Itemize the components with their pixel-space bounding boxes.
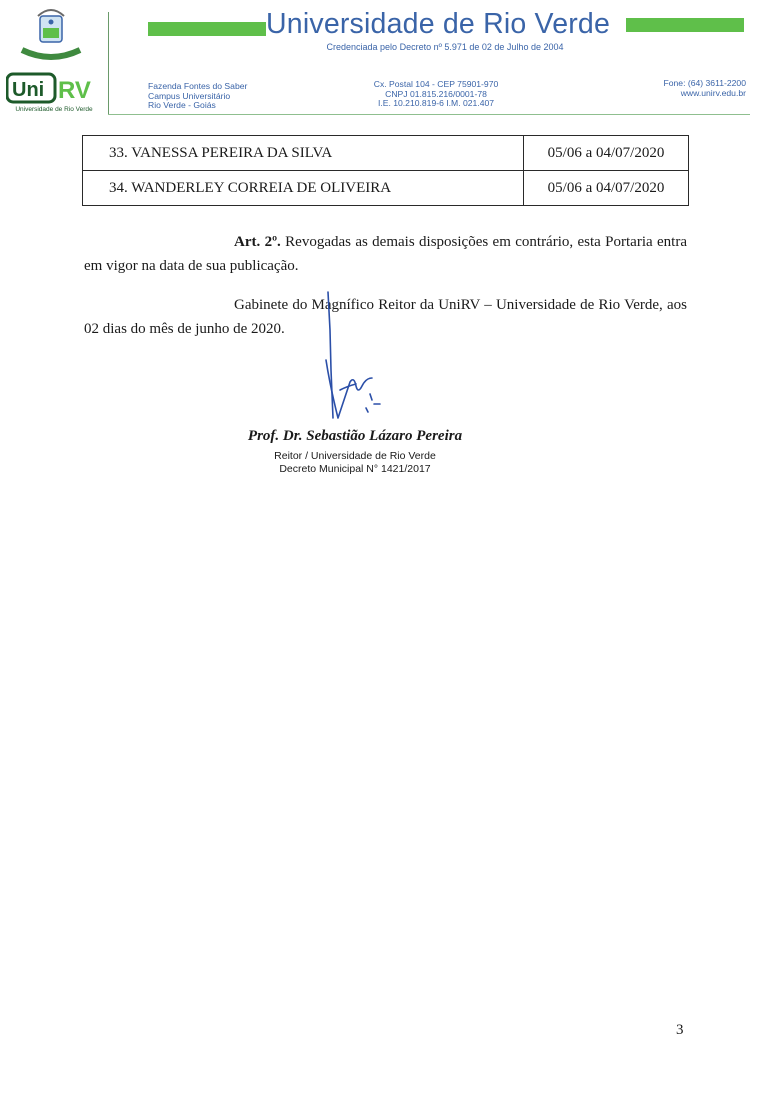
contact-info xyxy=(586,79,746,98)
header-accent-bar-left xyxy=(148,22,266,36)
signatory-title: Reitor / Universidade de Rio Verde xyxy=(274,450,436,462)
phone-number: Fone: (64) 3611-2200 xyxy=(663,78,746,88)
header-divider-vertical xyxy=(108,12,109,114)
website-link[interactable]: www.unirv.edu.br xyxy=(680,87,746,98)
closing-text: Gabinete do Magnífico Reitor da UniRV – Universidade de Rio Verde, aos 02 dias do mês de junho de 2020. xyxy=(84,297,687,337)
period: 05/06 a 04/07/2020 xyxy=(547,145,665,161)
handwritten-signature xyxy=(300,290,410,430)
address-campus xyxy=(148,82,247,111)
staff-name: 34. WANDERLEY CORREIA DE OLIVEIRA xyxy=(83,171,524,205)
table-row xyxy=(83,171,688,205)
postal-box: Cx. Postal 104 - CEP 75901-970 xyxy=(373,79,499,89)
signatory-decree: Decreto Municipal N° 1421/2017 xyxy=(279,463,431,475)
logo-subtitle: Universidade de Rio Verde xyxy=(15,106,93,113)
logo-text-uni: Uni xyxy=(12,79,45,101)
page-number: 3 xyxy=(676,1022,684,1038)
state-municipal-registration: I.E. 10.210.819-6 I.M. 021.407 xyxy=(377,98,495,108)
address-registration xyxy=(350,80,522,109)
period: 05/06 a 04/07/2020 xyxy=(547,180,665,196)
accreditation-line: Credenciada pelo Decreto nº 5.971 de 02 de Julho de 2004 xyxy=(326,42,564,52)
cnpj: CNPJ 01.815.216/0001-78 xyxy=(385,88,487,99)
table-row xyxy=(83,136,688,171)
signatory-role xyxy=(200,450,510,476)
logo-text-rv: RV xyxy=(58,77,91,104)
address-line: Rio Verde - Goiás xyxy=(148,100,216,110)
staff-name: 33. VANESSA PEREIRA DA SILVA xyxy=(83,136,524,170)
address-line: Fazenda Fontes do Saber xyxy=(148,81,248,91)
signatory-name: Prof. Dr. Sebastião Lázaro Pereira xyxy=(247,428,463,444)
unirv-logo xyxy=(6,72,96,104)
header-divider-horizontal xyxy=(108,114,750,115)
article-label: Art. 2º. xyxy=(234,234,281,250)
university-name: Universidade de Rio Verde xyxy=(266,8,611,40)
header-accent-bar-right xyxy=(626,18,744,32)
article-2-paragraph xyxy=(84,230,687,278)
staff-period-table xyxy=(82,135,689,206)
article-text: Revogadas as demais disposições em contrário, esta Portaria entra em vigor na data de sua publicação. xyxy=(84,234,687,274)
university-crest xyxy=(18,6,84,66)
address-line: Campus Universitário xyxy=(148,90,231,101)
